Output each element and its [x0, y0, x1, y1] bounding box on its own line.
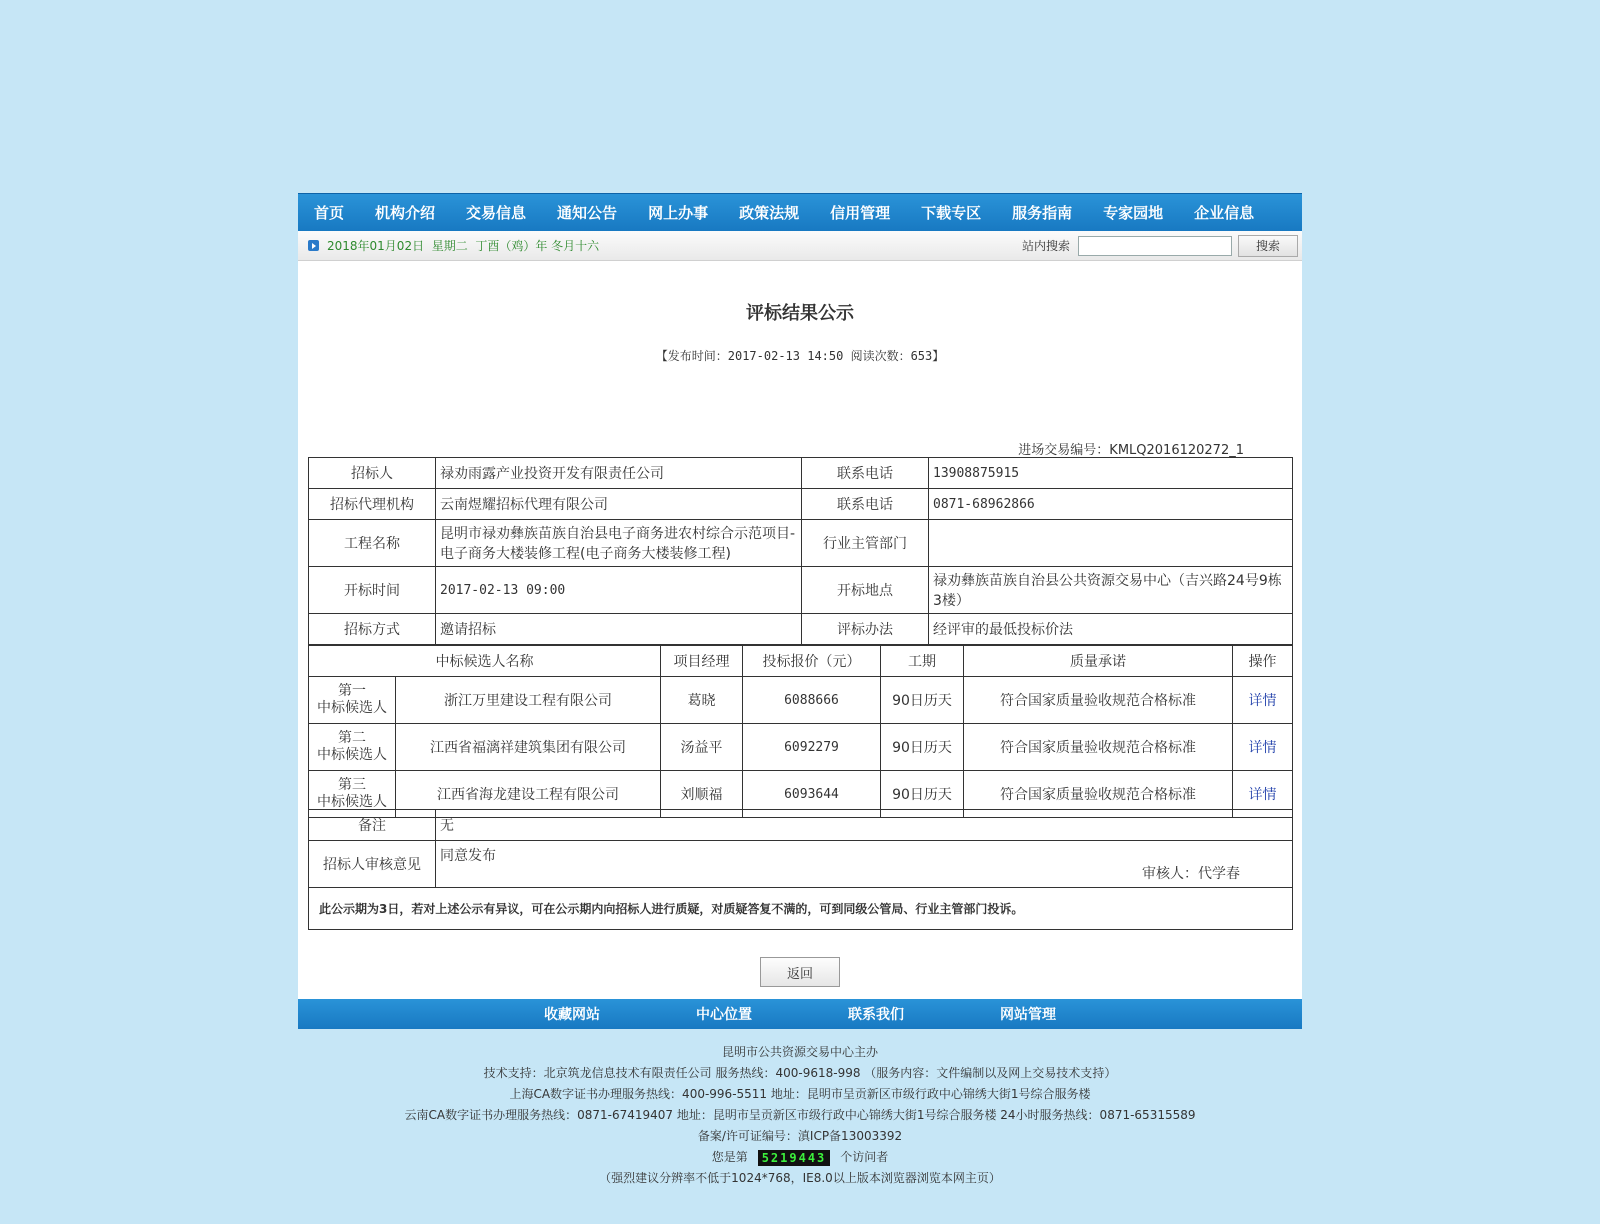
nav-guide[interactable]: 服务指南 [1012, 204, 1073, 222]
trade-number: 进场交易编号：KMLQ2016120272_1 [1018, 443, 1244, 458]
candidate-name: 浙江万里建设工程有限公司 [396, 677, 661, 724]
table-row [309, 724, 1293, 771]
candidate-name: 江西省海龙建设工程有限公司 [396, 771, 661, 818]
nav-home[interactable]: 首页 [314, 204, 345, 222]
agency-value: 云南煜耀招标代理有限公司 [436, 489, 802, 520]
search-input[interactable] [1078, 236, 1232, 256]
header-action: 操作 [1233, 646, 1293, 677]
phone-label: 联系电话 [802, 489, 929, 520]
page-title: 评标结果公示 [746, 303, 854, 324]
nav-policy[interactable]: 政策法规 [739, 204, 800, 222]
back-button[interactable]: 返回 [760, 957, 840, 987]
remark-label: 备注 [309, 810, 436, 841]
candidate-period: 90日历天 [881, 771, 964, 818]
nav-online-service[interactable]: 网上办事 [648, 204, 709, 222]
nav-trade-info[interactable]: 交易信息 [466, 204, 527, 222]
opinion-label: 招标人审核意见 [309, 841, 436, 888]
tenderer-label: 招标人 [309, 458, 436, 489]
agency-label: 招标代理机构 [309, 489, 436, 520]
candidate-name: 江西省福漓祥建筑集团有限公司 [396, 724, 661, 771]
tenderer-value: 禄劝雨露产业投资开发有限责任公司 [436, 458, 802, 489]
candidate-quality: 符合国家质量验收规范合格标准 [964, 724, 1233, 771]
tenderer-phone: 13908875915 [929, 458, 1293, 489]
nav-enterprise[interactable]: 企业信息 [1194, 204, 1255, 222]
agency-phone: 0871-68962866 [929, 489, 1293, 520]
table-row [309, 677, 1293, 724]
candidate-quality: 符合国家质量验收规范合格标准 [964, 771, 1233, 818]
footer-shanghai-ca: 上海CA数字证书办理服务热线：400-996-5511 地址：昆明市呈贡新区市级行政中心锦绣大街1号综合服务楼 [509, 1087, 1091, 1101]
footer-resolution-note: （强烈建议分辨率不低于1024*768，IE8.0以上版本浏览器浏览本网主页） [599, 1171, 1001, 1185]
dept-label: 行业主管部门 [802, 520, 929, 567]
candidates-table [308, 645, 1293, 818]
project-label: 工程名称 [309, 520, 436, 567]
candidate-manager: 葛晓 [661, 677, 743, 724]
details-link[interactable]: 详情 [1233, 771, 1293, 818]
footer-yunnan-ca: 云南CA数字证书办理服务热线：0871-67419407 地址：昆明市呈贡新区市级行政中心锦绣大街1号综合服务楼 24小时服务热线：0871-65315589 [404, 1108, 1196, 1122]
header-price: 投标报价（元） [743, 646, 881, 677]
footer-tech-support: 技术支持：北京筑龙信息技术有限责任公司 服务热线：400-9618-998 （服务内容：文件编制以及网上交易技术支持） [483, 1066, 1117, 1080]
candidate-rank: 第三 中标候选人 [309, 771, 396, 818]
project-value: 昆明市禄劝彝族苗族自治县电子商务进农村综合示范项目-电子商务大楼装修工程(电子商务大楼装修工程) [436, 520, 802, 567]
opinion-value: 同意发布 [440, 848, 496, 864]
header-quality: 质量承诺 [964, 646, 1233, 677]
remark-value: 无 [436, 810, 1293, 841]
candidate-price: 6092279 [743, 724, 881, 771]
admin-link[interactable]: 网站管理 [1000, 1007, 1056, 1023]
footer-host: 昆明市公共资源交易中心主办 [721, 1045, 878, 1059]
nav-about[interactable]: 机构介绍 [375, 204, 436, 222]
nav-experts[interactable]: 专家园地 [1103, 204, 1164, 222]
info-bar [298, 231, 1302, 261]
method-label: 招标方式 [309, 614, 436, 645]
bookmark-link[interactable]: 收藏网站 [544, 1007, 600, 1023]
nav-notices[interactable]: 通知公告 [557, 204, 618, 222]
dept-value [929, 520, 1293, 567]
footer-icp: 备案/许可证编号：滇ICP备13003392 [697, 1129, 903, 1143]
visitor-counter: 5219443 [758, 1150, 831, 1166]
open-place-value: 禄劝彝族苗族自治县公共资源交易中心（吉兴路24号9栋3楼） [929, 567, 1293, 614]
eval-value: 经评审的最低投标价法 [929, 614, 1293, 645]
candidate-price: 6093644 [743, 771, 881, 818]
content-area [298, 261, 1302, 999]
publicity-notice: 此公示期为3日，若对上述公示有异议，可在公示期内向招标人进行质疑，对质疑答复不满的，可到同级公管局、行业主管部门投诉。 [309, 888, 1293, 930]
candidate-price: 6088666 [743, 677, 881, 724]
open-time-value: 2017-02-13 09:00 [436, 567, 802, 614]
search-label: 站内搜索 [1021, 239, 1070, 253]
visitor-suffix: 个访问者 [840, 1150, 889, 1164]
candidate-manager: 汤益平 [661, 724, 743, 771]
site-footer [0, 1042, 1600, 1189]
candidate-period: 90日历天 [881, 677, 964, 724]
review-table [308, 809, 1293, 930]
nav-credit[interactable]: 信用管理 [830, 204, 891, 222]
current-date: 2018年01月02日 星期二 丁酉（鸡）年 冬月十六 [327, 239, 600, 253]
details-link[interactable]: 详情 [1233, 677, 1293, 724]
opinion-cell [436, 841, 1293, 888]
details-link[interactable]: 详情 [1233, 724, 1293, 771]
candidate-rank: 第二 中标候选人 [309, 724, 396, 771]
candidate-rank: 第一 中标候选人 [309, 677, 396, 724]
phone-label: 联系电话 [802, 458, 929, 489]
visitor-prefix: 您是第 [711, 1150, 748, 1164]
page-wrapper [298, 193, 1302, 1029]
visitor-line [0, 1147, 1600, 1168]
open-place-label: 开标地点 [802, 567, 929, 614]
project-info-table [308, 457, 1293, 645]
header-candidate-name: 中标候选人名称 [309, 646, 661, 677]
main-nav [298, 193, 1302, 231]
contact-link[interactable]: 联系我们 [848, 1007, 904, 1023]
candidate-manager: 刘顺福 [661, 771, 743, 818]
header-manager: 项目经理 [661, 646, 743, 677]
nav-downloads[interactable]: 下载专区 [921, 204, 982, 222]
footer-nav [298, 999, 1302, 1029]
arrow-icon [308, 240, 319, 251]
candidate-period: 90日历天 [881, 724, 964, 771]
method-value: 邀请招标 [436, 614, 802, 645]
reviewer: 审核人：代学春 [1142, 866, 1240, 882]
location-link[interactable]: 中心位置 [696, 1007, 752, 1023]
eval-label: 评标办法 [802, 614, 929, 645]
open-time-label: 开标时间 [309, 567, 436, 614]
header-period: 工期 [881, 646, 964, 677]
search-button[interactable]: 搜索 [1238, 235, 1298, 257]
publish-meta: 【发布时间：2017-02-13 14:50 阅读次数：653】 [655, 349, 945, 363]
candidate-quality: 符合国家质量验收规范合格标准 [964, 677, 1233, 724]
